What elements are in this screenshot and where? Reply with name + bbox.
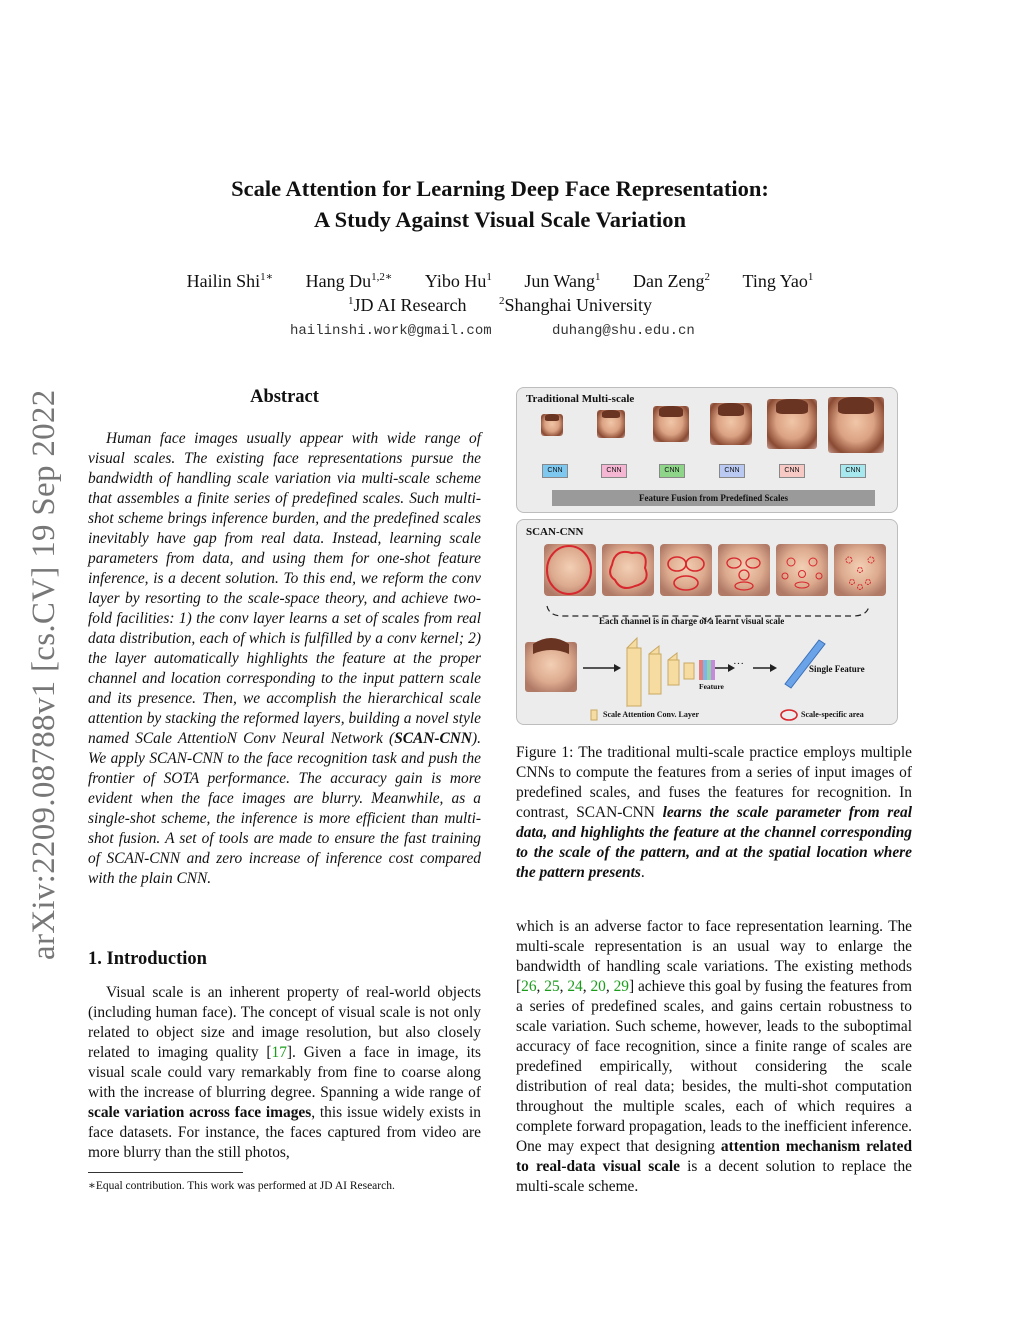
citation-20[interactable]: 20	[590, 978, 606, 995]
author-4: Jun Wang$^1$	[524, 271, 601, 291]
author-2: Hang $Du^{1,2∗}$	[305, 271, 393, 291]
paper-title-line-2: A Study Against Visual Scale Variation	[314, 207, 686, 232]
author-5: Dan Zeng$^2$	[633, 271, 711, 291]
affiliation-list	[0, 295, 1000, 316]
face-image-scale-5	[767, 399, 817, 449]
cnn-box-2: CNN	[601, 464, 627, 478]
citation-17[interactable]: 17	[271, 1044, 287, 1061]
author-3: Yibo Hu$^1$	[424, 271, 492, 291]
affiliation-1: $^1$JD AI Research	[348, 295, 467, 315]
citation-24[interactable]: 24	[567, 978, 583, 995]
scale-face-5	[776, 544, 828, 596]
introduction-paragraph-1: Visual scale is an inherent property of real-world objects (including human face). The concept of visual scale is not only related to object size and image resolution, but also closely related to imaging quality [17]. Given a face in image, its visual scale could vary remarkably from fine to coarse along with the increase of blurring degree. Spanning a wide range of scale variation across face images, this issue widely exists in face datasets. For instance, the faces captured from video are more blurry than the still photos,	[88, 984, 481, 1161]
footnote-divider	[88, 1172, 243, 1173]
author-6: Ting Yao$^1$	[742, 271, 814, 291]
face-image-scale-4	[710, 403, 752, 445]
traditional-multiscale-panel	[516, 387, 898, 513]
cnn-box-4: CNN	[719, 464, 745, 478]
author-1: Hailin Shi$^{1∗}$	[186, 271, 274, 291]
ellipsis: ···	[733, 658, 744, 670]
affiliation-2: $^2$Shanghai University	[498, 295, 652, 315]
scale-face-2	[602, 544, 654, 596]
paper-title-line-1: Scale Attention for Learning Deep Face Representation:	[231, 176, 769, 201]
panel-title-scan-cnn: SCAN-CNN	[526, 526, 584, 538]
scale-face-1	[544, 544, 596, 596]
email-2[interactable]: duhang@shu.edu.cn	[552, 323, 695, 339]
scan-cnn-panel	[516, 519, 898, 725]
citation-26[interactable]: 26	[521, 978, 537, 995]
face-image-scale-6	[828, 397, 884, 453]
feature-label: Feature	[699, 682, 724, 691]
abstract-heading: Abstract	[250, 387, 319, 407]
single-feature-label: Single Feature	[809, 664, 865, 674]
panel-title-traditional: Traditional Multi-scale	[526, 393, 635, 405]
scale-face-4	[718, 544, 770, 596]
face-image-scale-1	[541, 414, 563, 436]
face-image-scale-3	[653, 406, 689, 442]
figure-1	[516, 387, 898, 725]
scale-face-6	[834, 544, 886, 596]
scale-face-3	[660, 544, 712, 596]
abstract-text: Human face images usually appear with wide range of visual scales. The existing face representations pursue the bandwidth of handling scale variation via multi-scale scheme that assembles a finite series of predefined scales. Such multi-shot scheme brings inference burden, and the predefined scales inevitably have gap from real data. Instead, learning scale parameters from data, and using them for one-shot feature inference, is a decent solution. To this end, we reform the conv layer by resorting to the scale-space theory, and achieve two-fold facilities: 1) the conv layer learns a set of scales from real data distribution, each of which is fulfilled by a conv kernel; 2) the layer automatically highlights the feature at the proper channel and location corresponding to the input pattern scale and its presence. Then, we accomplish the hierarchical scale attention by stacking the reformed layers, building a novel style named SCale AttentioN Conv Neural Network (SCAN-CNN). We apply SCAN-CNN to the face recognition task and push the frontier of SOTA performance. The accuracy gain is more evident when the face images are blurry. Meanwhile, as a single-shot scheme, the inference is more efficient than multi-shot fusion. A set of tools are made to ensure the fast training of SCAN-CNN and zero increase of inference cost compared with the plain CNN.	[88, 430, 481, 887]
footnote: ∗Equal contribution. This work was performed at JD AI Research.	[88, 1180, 395, 1192]
figure-1-caption: Figure 1: The traditional multi-scale practice employs multiple CNNs to compute the features from a series of input images of predefined scales, and fuses the features for recognition. In contrast, SCAN-CNN learns the scale parameter from real data, and highlights the feature at the channel corresponding to the scale of the pattern, and at the spatial location where the pattern presents.	[516, 744, 913, 881]
citation-25[interactable]: 25	[544, 978, 560, 995]
face-image-scale-2	[597, 410, 625, 438]
introduction-paragraph-2: which is an adverse factor to face representation learning. The multi-scale representation is an usual way to enlarge the bandwidth of handling scale variations. The existing methods [26, 25, 24, 20, 29] achieve this goal by fusing the features from a series of predefined scales, and gains certain robustness to scale variation. Such scheme, however, leads to the suboptimal accuracy of face recognition, since a finite range of scales are predefined empirically, without considering the scale distribution of real data; besides, the multi-shot computation throughout the multiple scales, each of which requires a complete forward propagation, leads to the inefficient inference. One may expect that designing attention mechanism related to real-data visual scale is a decent solution to replace the multi-scale scheme.	[516, 918, 912, 1195]
cnn-box-3: CNN	[659, 464, 685, 478]
legend-conv-layer: Scale Attention Conv. Layer	[603, 710, 699, 719]
legend-scale-area: Scale-specific area	[801, 710, 864, 719]
arxiv-identifier: arXiv:2209.08788v1 [cs.CV] 19 Sep 2022	[26, 389, 62, 960]
cnn-box-6: CNN	[840, 464, 866, 478]
email-1[interactable]: hailinshi.work@gmail.com	[290, 323, 492, 339]
cnn-box-1: CNN	[542, 464, 568, 478]
channel-scale-label: Each channel is in charge of a learnt visual scale	[599, 616, 785, 626]
introduction-heading: 1. Introduction	[88, 949, 207, 969]
author-list	[0, 271, 1000, 292]
cnn-box-5: CNN	[779, 464, 805, 478]
feature-fusion-bar: Feature Fusion from Predefined Scales	[552, 490, 875, 506]
citation-29[interactable]: 29	[613, 978, 629, 995]
